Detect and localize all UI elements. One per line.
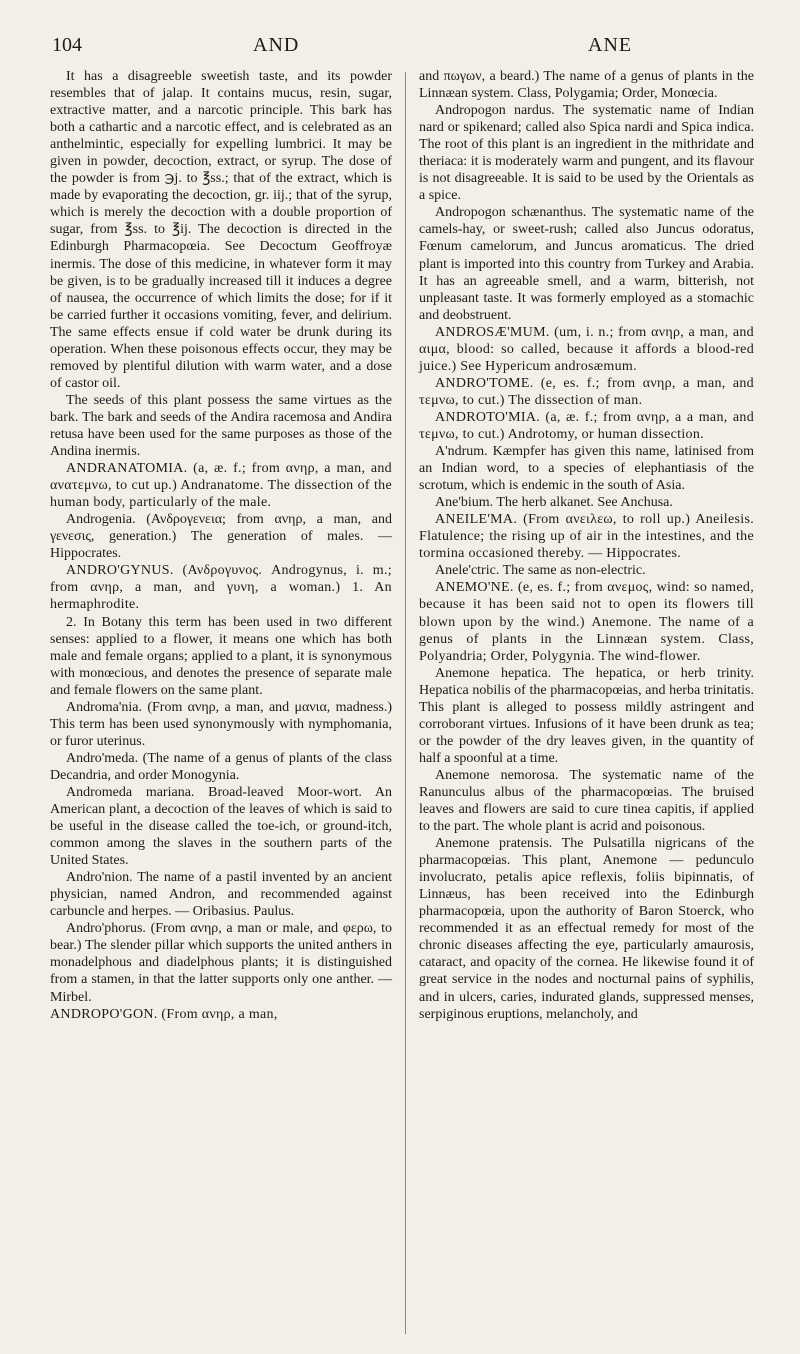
- entry-androphorus: Andro'phorus. (From ανηρ, a man or male, and φερω, to bear.) The slender pillar which supports the united anthers in monadelphous and diadelphous plants; it is distinguished from a stamen, in that the latter supports only one anther. — Mirbel.: [50, 921, 392, 1005]
- entry-andropogon-nardus: Andropogon nardus. The systematic name of Indian nard or spikenard; called also Spica nardi and Spica indica. The root of this plant is an ingredient in the mithridate and theriaca: it is moderately warm and pungent, and its flavour is not disagreeable. It is said to be used by the Orientals as a spice.: [419, 103, 754, 204]
- page-number: 104: [52, 34, 82, 56]
- right-guide-word: ANE: [588, 34, 633, 56]
- left-column: [50, 68, 392, 1023]
- paragraph: It has a disagreeble sweetish taste, and its powder resembles that of jalap. It contains mucus, resin, sugar, extractive matter, and a narcotic principle. This bark has both a cathartic and a narcotic effect, and is celebrated as an anthelmintic, especially for expelling lumbrici. It may be given in powder, decoction, extract, or syrup. The dose of the powder is from ℈j. to ℥ss.; that of the extract, which is made by evaporating the decoction, gr. iij.; that of the syrup, which is merely the decoction with a double proportion of sugar, from ℥ss. to ℥ij. The decoction is directed in the Edinburgh Pharmacopœia. See Decoctum Geoffroyæ inermis. The dose of this medicine, in whatever form it may be given, is to be gradually increased till it induces a degree of nausea, the occurrence of which limits the dose; for if it be carried further it occasions vomiting, fever, and delirium. The same effects ensue if cold water be drunk during its operation. When these poisonous effects occur, they may be removed by plentiful dilution with warm water, and a dose of castor oil.: [50, 69, 392, 391]
- entry-andromeda-mariana: Andromeda mariana. Broad-leaved Moor-wort. An American plant, a decoction of the leaves of which is said to be useful in the disease called the toe-ich, or ground-itch, common among the slaves in the southern parts of the United States.: [50, 784, 392, 869]
- column-divider: [405, 72, 406, 1334]
- entry-androgenia: Androgenia. (Ανδρογενεια; from ανηρ, a man, and γενεσις, generation.) The generation of males. — Hippocrates.: [50, 512, 392, 562]
- entry-androgynus: ANDRO'GYNUS. (Ανδρογυνος. Androgynus, i. m.; from ανηρ, a man, and γυνη, a woman.) 1. An hermaphrodite.: [50, 563, 392, 613]
- entry-andropogon-schoenanthus: Andropogon schænanthus. The systematic name of the camels-hay, or sweet-rush; called also Juncus odoratus, Fœnum camelorum, and Juncus aromaticus. The dried plant is imported into this country from Turkey and Arabia. It has an agreeable smell, and a warm, bitterish, not unpleasant taste. It was formerly employed as a stomachic and deobstruent.: [419, 205, 754, 323]
- entry-andronion: Andro'nion. The name of a pastil invented by an ancient physician, named Andron, and recommended against carbuncle and herpes. — Oribasius. Paulus.: [50, 870, 392, 920]
- entry-anelectric: Anele'ctric. The same as non-electric.: [435, 563, 646, 579]
- entry-androsaemum: ANDROSÆ'MUM. (um, i. n.; from ανηρ, a man, and αιμα, blood: so called, because it affords a blood-red juice.) See Hypericum androsæmum.: [419, 324, 754, 374]
- entry-andranatomia: ANDRANATOMIA. (a, æ. f.; from ανηρ, a man, and ανατεμνω, to cut up.) Andranatome. The dissection of the human body, particularly of the male.: [50, 461, 392, 511]
- entry-androtomia: ANDROTO'MIA. (a, æ. f.; from ανηρ, a a man, and τεμνω, to cut.) Androtomy, or human dissection.: [419, 409, 754, 442]
- entry-anemone-pratensis: Anemone pratensis. The Pulsatilla nigricans of the pharmacopœias. This plant, Anemone — pedunculo involucrato, petalis apice reflexis, foliis bipinnatis, of Linnæus, has been received into the Edinburgh pharmacopœia, upon the authority of Baron Stoerck, who recommended it as an effectual remedy for most of the chronic diseases affecting the eye, particularly amaurosis, cataract, and opacity of the cornea. He likewise found it of great service in the nodes and nocturnal pains of syphilis, and in ulcers, caries, indurated glands, suppressed menses, serpiginous eruptions, melancholy, and: [419, 836, 754, 1022]
- paragraph: The seeds of this plant possess the same virtues as the bark. The bark and seeds of the Andira racemosa and Andira retusa have been used for the same purposes as those of the Andina inermis.: [50, 392, 392, 460]
- right-column: [419, 68, 754, 1023]
- running-header: [48, 34, 760, 62]
- entry-anebium: Ane'bium. The herb alkanet. See Anchusa.: [435, 495, 673, 511]
- entry-anemone: ANEMO'NE. (e, es. f.; from ανεμος, wind: so named, because it has been said not to open its flowers till blown upon by the wind.) Anemone. The name of a genus of plants in the Linnæan system. Class, Polyandria; Order, Polygynia. The wind-flower.: [419, 580, 754, 664]
- entry-aneilema: ANEILE'MA. (From ανειλεω, to roll up.) Aneilesis. Flatulence; the rising up of air in the intestines, and the tormina occasioned thereby. — Hippocrates.: [419, 512, 754, 562]
- entry-anemone-hepatica: Anemone hepatica. The hepatica, or herb trinity. Hepatica nobilis of the pharmacopœias, and herba trinitatis. This plant is alleged to possess mildly astringent and corroborant virtues. Infusions of it have been drunk as tea; or the powder of the dry leaves given, in the quantity of half a spoonful at a time.: [419, 665, 754, 766]
- left-guide-word: AND: [253, 34, 300, 56]
- entry-andropogon: ANDROPO'GON. (From ανηρ, a man,: [50, 1006, 278, 1022]
- entry-andrum: A'ndrum. Kæmpfer has given this name, latinised from an Indian word, to a species of elephantiasis of the scrotum, which is endemic in the south of Asia.: [419, 444, 754, 494]
- paragraph: 2. In Botany this term has been used in two different senses: applied to a flower, it means one which has both male and female organs; applied to a plant, it is synonymous with monœcious, and denotes the presence of separate male and female flowers on the same plant.: [50, 614, 392, 698]
- entry-androtome: ANDRO'TOME. (e, es. f.; from ανηρ, a man, and τεμνω, to cut.) The dissection of man.: [419, 375, 754, 408]
- entry-anemone-nemorosa: Anemone nemorosa. The systematic name of the Ranunculus albus of the pharmacopœias. The bruised leaves and flowers are said to cure tinea capitis, if applied to the part. The whole plant is acrid and poisonous.: [419, 767, 754, 835]
- entry-andromeda: Andro'meda. (The name of a genus of plants of the class Decandria, and order Monogynia.: [50, 750, 392, 783]
- entry-andromania: Androma'nia. (From ανηρ, a man, and μανια, madness.) This term has been used synonymously with nymphomania, or furor uterinus.: [50, 699, 392, 749]
- paragraph: and πωγων, a beard.) The name of a genus of plants in the Linnæan system. Class, Polygamia; Order, Monœcia.: [419, 69, 754, 102]
